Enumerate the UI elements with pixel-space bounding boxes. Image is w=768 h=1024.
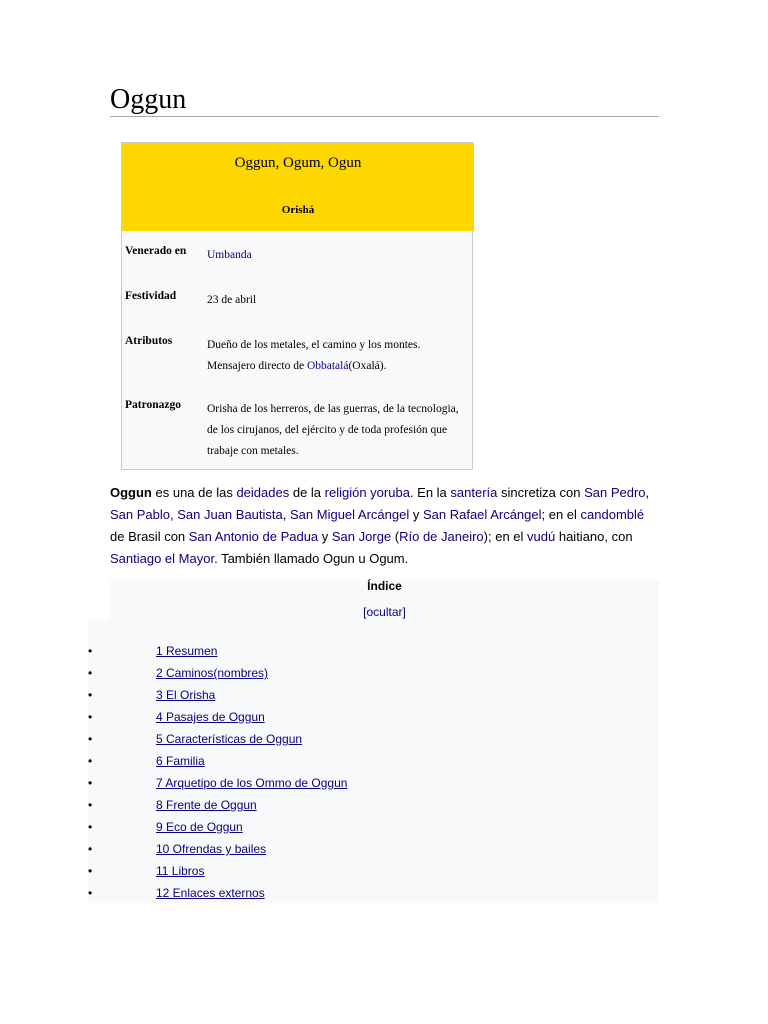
toc-toggle-label[interactable]: [ocultar] [363, 605, 406, 619]
infobox-label: Patronazgo [125, 399, 182, 411]
toc-link[interactable]: 12 Enlaces externos [156, 886, 265, 900]
bullet-icon: • [88, 820, 93, 834]
toc-link[interactable]: 7 Arquetipo de los Ommo de Oggun [156, 776, 348, 790]
toc-link[interactable]: 11 Libros [156, 864, 205, 878]
bullet-icon: • [88, 798, 93, 812]
infobox-value: Dueño de los metales, el camino y los montes. Mensajero directo de Obbatalá(Oxalá). [207, 339, 421, 372]
inline-link[interactable]: San Antonio de Padua [188, 529, 319, 544]
inline-link[interactable]: San Rafael Arcángel [422, 507, 542, 522]
toc-link[interactable]: 5 Características de Oggun [156, 732, 303, 746]
bold-term: Oggun [110, 485, 152, 500]
inline-link[interactable]: Umbanda [207, 249, 252, 261]
inline-link[interactable]: San Jorge [331, 529, 392, 544]
infobox [121, 142, 473, 470]
inline-link[interactable]: candomblé [580, 507, 645, 522]
bullet-icon: • [88, 864, 93, 878]
inline-link[interactable]: San Pedro [584, 485, 646, 500]
infobox-value [207, 245, 469, 266]
toc-link[interactable]: 1 Resumen [156, 644, 218, 658]
bullet-icon: • [88, 842, 93, 856]
toc-link[interactable]: 2 Caminos(nombres) [156, 666, 269, 680]
bullet-icon: • [88, 886, 93, 900]
inline-link[interactable]: Santiago el Mayor [110, 551, 215, 566]
inline-link[interactable]: religión yoruba [324, 485, 410, 500]
inline-link[interactable]: vudú [527, 529, 556, 544]
page-title: Oggun [110, 84, 187, 115]
infobox-label: Venerado en [125, 245, 187, 257]
bullet-icon: • [88, 666, 93, 680]
bullet-icon: • [88, 688, 93, 702]
inline-link[interactable]: Obbatalá [306, 360, 349, 372]
infobox-subtitle: Orishá [281, 204, 315, 216]
toc-link[interactable]: 9 Eco de Oggun [156, 820, 243, 834]
inline-link[interactable]: San Pablo [110, 507, 170, 522]
inline-link[interactable]: Río de Janeiro [399, 529, 484, 544]
toc-toggle-link[interactable] [110, 605, 659, 619]
intro-paragraph: Oggun es una de las deidades de la religión yoruba. En la santería sincretiza con San Pedro, San Pablo, San Juan Bautista, San Miguel Arcángel y San Rafael Arcángel; en el candomblé de Brasil con San Antonio de Padua y San Jorge (Río de Janeiro); en el vudú haitiano, con Santiago el Mayor. También llamado Ogun u Ogum. [110, 485, 650, 566]
toc-link[interactable]: 8 Frente de Oggun [156, 798, 257, 812]
inline-link[interactable]: deidades [236, 485, 290, 500]
bullet-icon: • [88, 644, 93, 658]
inline-link[interactable]: santería [450, 485, 498, 500]
toc-link[interactable]: 6 Familia [156, 754, 205, 768]
bullet-icon: • [88, 732, 93, 746]
infobox-label: Festividad [125, 290, 177, 302]
inline-link[interactable]: San Juan Bautista [177, 507, 283, 522]
bullet-icon: • [88, 754, 93, 768]
toc-link[interactable]: 10 Ofrendas y bailes [156, 842, 267, 856]
infobox-value: 23 de abril [207, 294, 257, 306]
infobox-value: Orisha de los herreros, de las guerras, de la tecnologia, de los cirujanos, del ejército y de toda profesión que trabaje con metales. [207, 403, 459, 457]
infobox-name: Oggun, Ogum, Ogun [234, 155, 362, 171]
bullet-icon: • [88, 776, 93, 790]
bullet-icon: • [88, 710, 93, 724]
infobox-label: Atributos [125, 335, 173, 347]
inline-link[interactable]: San Miguel Arcángel [290, 507, 410, 522]
infobox-header [122, 143, 474, 231]
toc-title: Índice [367, 579, 402, 593]
toc-link[interactable]: 3 El Orisha [156, 688, 216, 702]
title-divider [110, 116, 659, 117]
toc-link[interactable]: 4 Pasajes de Oggun [156, 710, 265, 724]
